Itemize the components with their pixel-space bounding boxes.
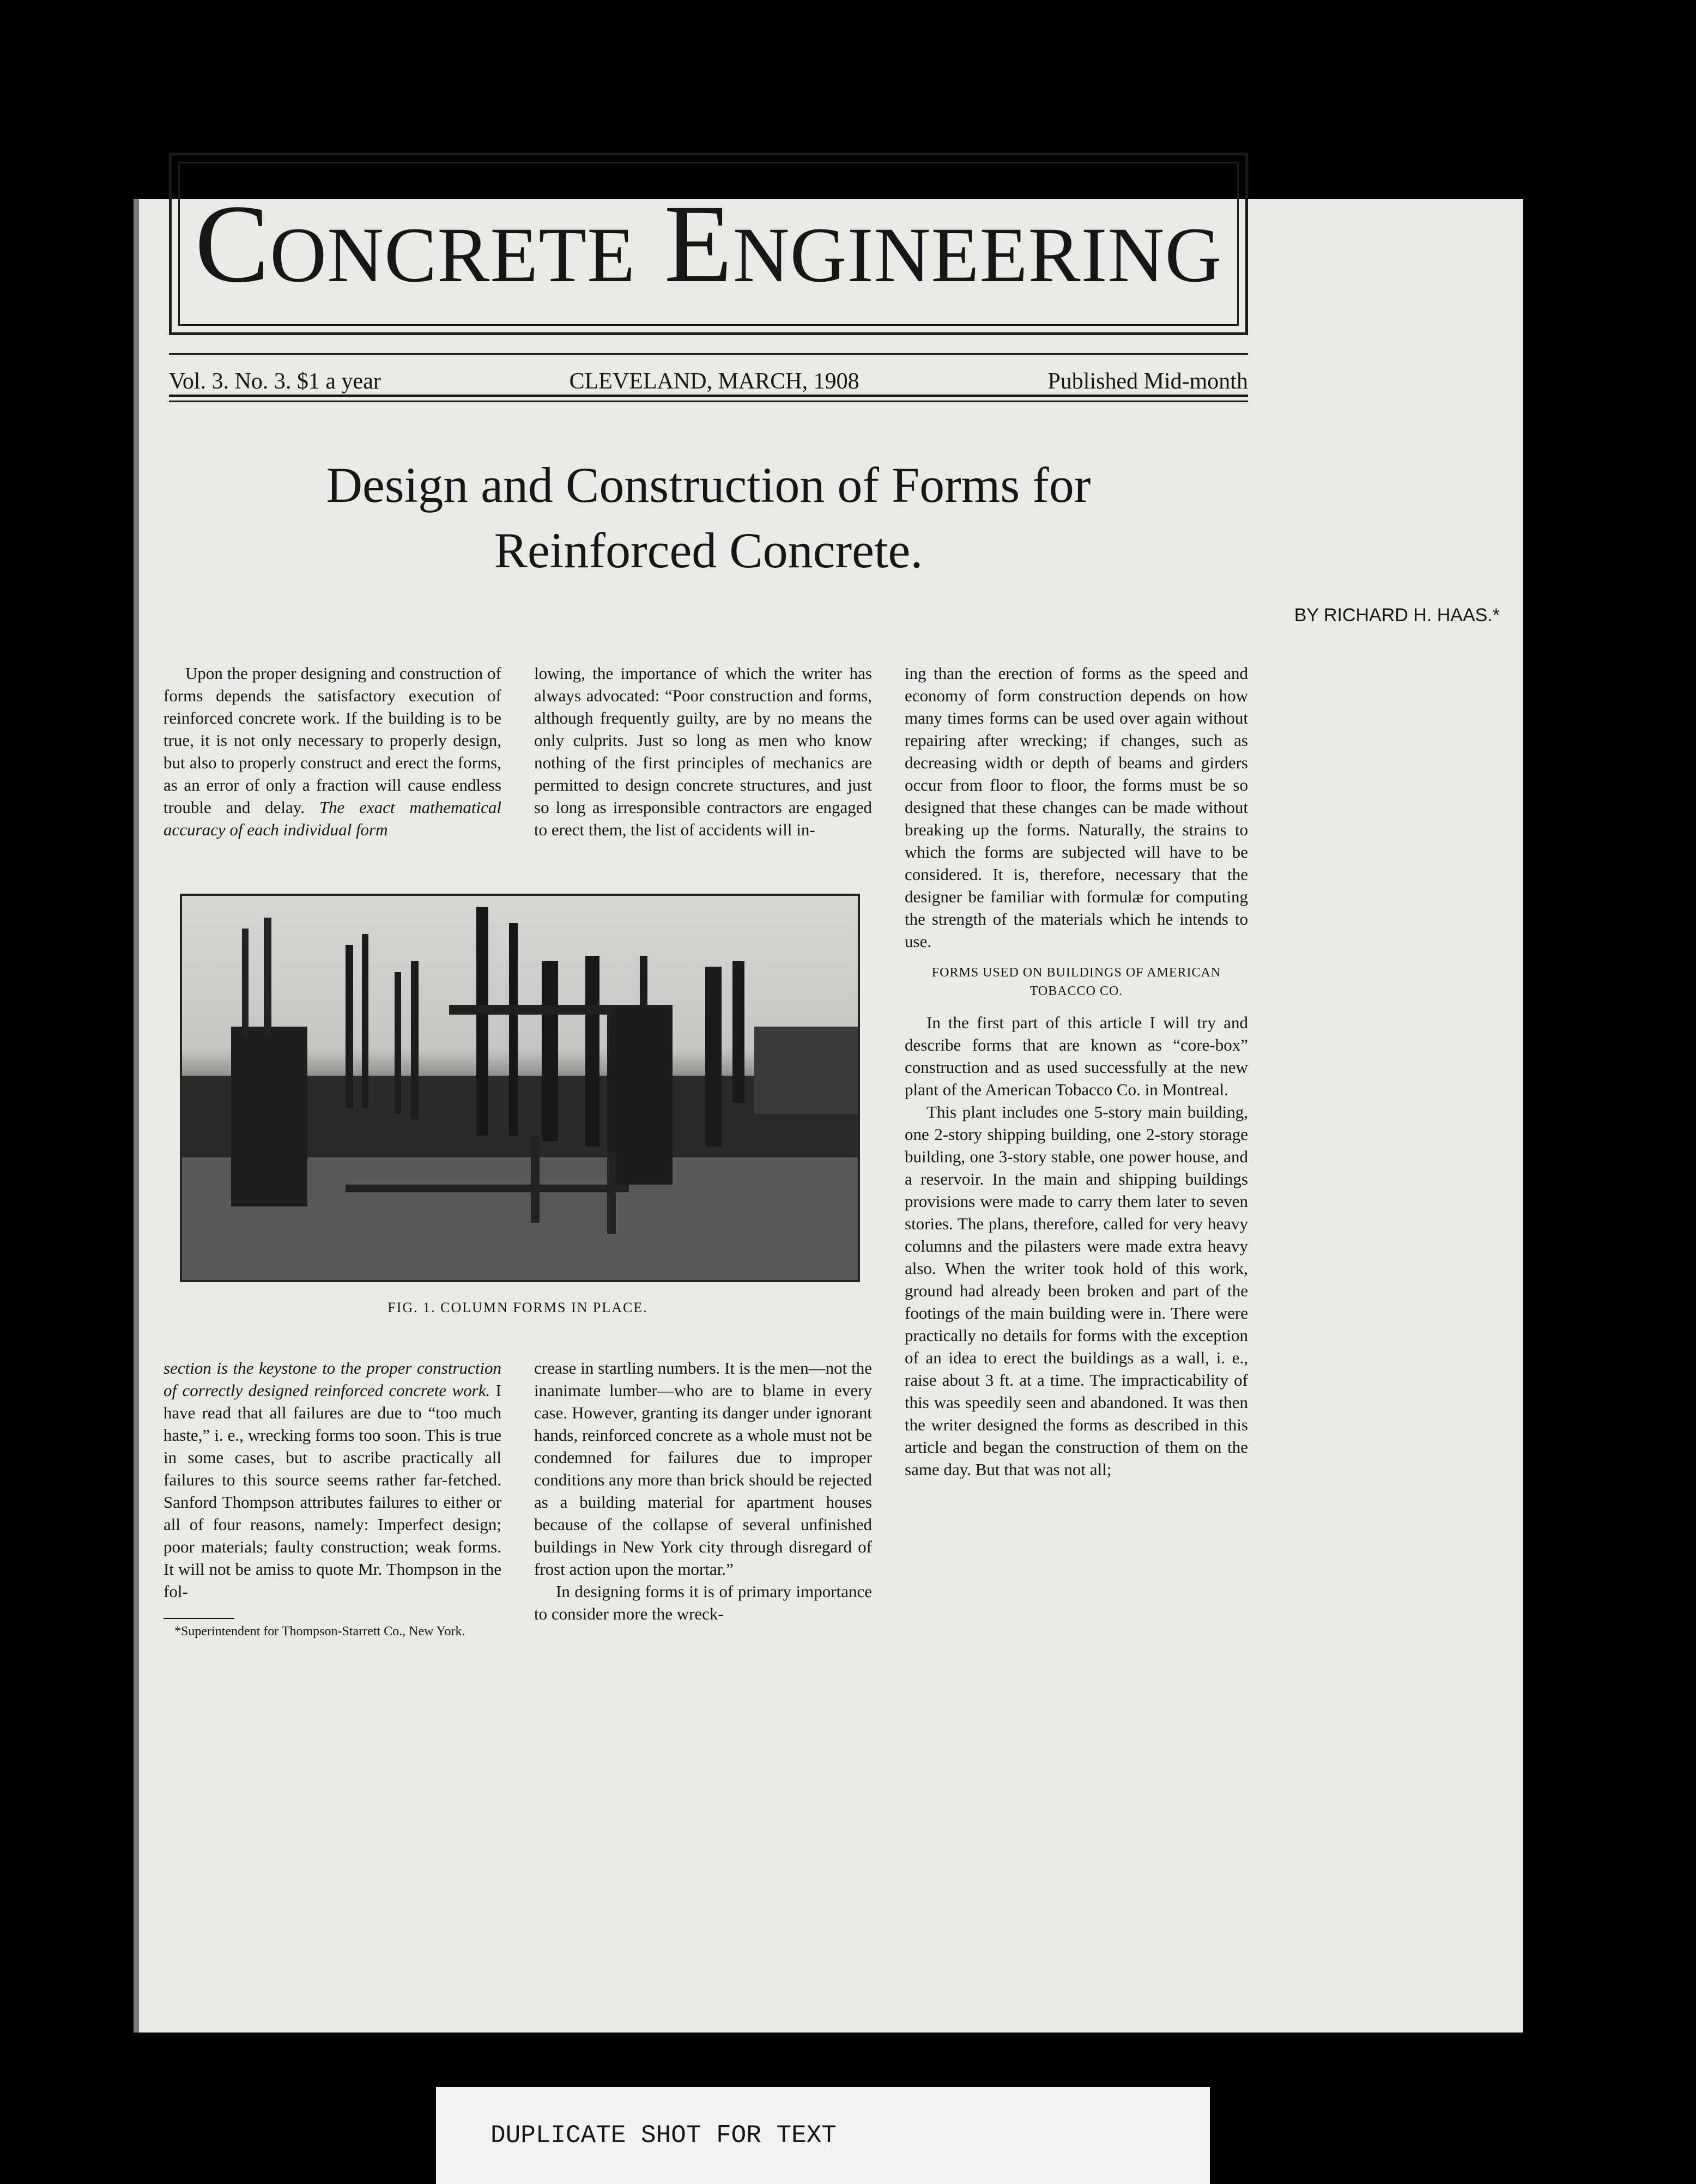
column-1-bottom bbox=[163, 1357, 501, 1640]
column-3 bbox=[905, 662, 1248, 1481]
journal-title: Concrete Engineering bbox=[195, 182, 1222, 306]
masthead-box bbox=[169, 153, 1248, 335]
paragraph: lowing, the importance of which the writer has always advocated: “Poor construction and forms, although frequently guilty, are by no means the only culprits. Just so long as men who know nothing of the first principles of mechanics are permitted to design concrete structures, and just so long as irresponsible contractors are engaged to erect them, the list of accidents will in- bbox=[534, 664, 872, 839]
dateline-bottom-rule bbox=[169, 401, 1248, 402]
paragraph-italic-text: section is the keystone to the proper construction of correctly designed reinforced concrete work. bbox=[163, 1358, 501, 1400]
column-forms-photo bbox=[182, 896, 858, 1280]
column-1-top bbox=[163, 662, 501, 841]
footnote-rule bbox=[163, 1618, 234, 1619]
dateline-top-rule bbox=[169, 353, 1248, 355]
paragraph: In designing forms it is of primary importance to consider more the wreck- bbox=[534, 1582, 872, 1623]
paragraph bbox=[163, 662, 501, 841]
byline: BY RICHARD H. HAAS.* bbox=[1294, 605, 1500, 626]
figure-photo bbox=[180, 894, 860, 1282]
figure-caption: FIG. 1. COLUMN FORMS IN PLACE. bbox=[387, 1300, 648, 1315]
paragraph: ing than the erection of forms as the speed and economy of form construction depends on how many times forms can be used over again without repairing after wrecking; if changes, such as decreasing width or depth of beams and girders occur from floor to floor, the forms must be so designed that these changes can be made without breaking up the forms. Naturally, the strains to which the forms are subjected will have to be considered. It is, therefore, necessary that the designer be familiar with formulæ for computing the strength of the materials which he intends to use. bbox=[905, 664, 1248, 951]
paragraph: In the first part of this article I will try and describe forms that are known as “core-box” construction and as used successfully at the new plant of the American Tobacco Co. in Montreal. bbox=[905, 1013, 1248, 1099]
article-title bbox=[169, 452, 1248, 583]
paragraph: This plant includes one 5-story main building, one 2-story shipping building, one 2-story storage building, one 3-story stable, one power house, and a reservoir. In the main and shipping buildings provisions were made to carry them later to seven stories. The plans, therefore, called for very heavy columns and the pilasters were made extra heavy also. When the writer took hold of this work, ground had already been broken and part of the footings of the main building were in. There were practically no details for forms with the exception of an idea to erect the buildings as a wall, i. e., raise about 3 ft. at a time. The impracticability of this was speedily seen and abandoned. It was then the writer designed the forms as described in this article and began the construction of them on the same day. But that was not all; bbox=[905, 1102, 1248, 1479]
paragraph-text: Upon the proper designing and construction of forms depends the satisfactory execution of reinforced concrete work. If the building is to be true, it is not only necessary to properly design, but also to properly construct and erect the forms, as an error of only a fraction will cause endless trouble and delay. bbox=[163, 664, 501, 817]
article-title-line-2: Reinforced Concrete. bbox=[494, 523, 923, 578]
article-title-line-1: Design and Construction of Forms for bbox=[326, 457, 1091, 513]
paragraph bbox=[163, 1357, 501, 1603]
publication-frequency: Published Mid-month bbox=[1047, 369, 1248, 394]
paragraph-text: I have read that all failures are due to “too much haste,” i. e., wrecking forms too soon. This is true in some cases, but to ascribe practically all failures to this source seems rather far-fetched. Sanford Thompson attributes failures to either or all of four reasons, namely: Imperfect design; poor materials; faulty construction; weak forms. It will not be amiss to quote Mr. Thompson in the fol- bbox=[163, 1381, 501, 1601]
place-date: CLEVELAND, MARCH, 1908 bbox=[569, 369, 859, 394]
masthead-inner-border bbox=[178, 162, 1239, 326]
column-2-bottom bbox=[534, 1357, 872, 1625]
column-2-top bbox=[534, 662, 872, 841]
section-heading: FORMS USED ON BUILDINGS OF AMERICAN TOBACCO CO. bbox=[931, 966, 1221, 998]
paragraph-italic-text: The exact mathematical accuracy of each individual form bbox=[163, 798, 502, 839]
archive-label: DUPLICATE SHOT FOR TEXT bbox=[436, 2087, 1210, 2184]
footnote: *Superintendent for Thompson-Starrett Co., New York. bbox=[174, 1624, 465, 1639]
dateline bbox=[169, 360, 1248, 397]
volume-info: Vol. 3. No. 3. $1 a year bbox=[169, 369, 381, 394]
paragraph: crease in startling numbers. It is the men—not the inanimate lumber—who are to blame in every case. However, granting its danger under ignorant hands, reinforced concrete as a whole must not be condemned for failures due to improper conditions any more than brick should be rejected as a building material for apartment houses because of the collapse of several unfinished buildings in New York city through disregard of frost action upon the mortar.” bbox=[534, 1358, 872, 1579]
